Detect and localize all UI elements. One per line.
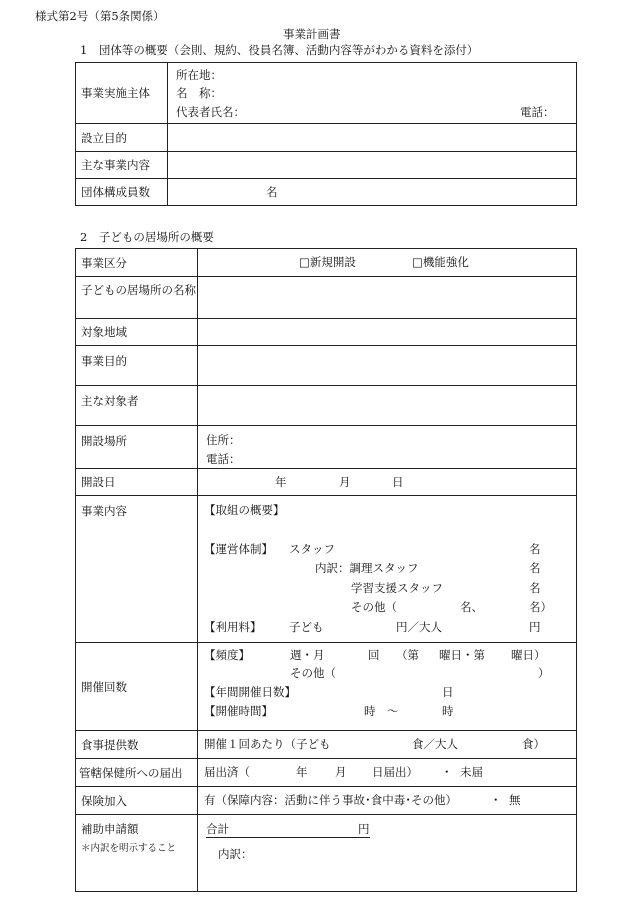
- annual-unit: 日: [442, 685, 454, 699]
- insurance-dot: ・: [490, 793, 502, 807]
- category-cell: [198, 249, 577, 277]
- health-day: 日届出）: [372, 765, 418, 779]
- form-number: 様式第2号（第5条関係）: [35, 9, 165, 23]
- frequency-label: 開催回数: [76, 643, 198, 731]
- meal-label: 食事提供数: [76, 731, 198, 759]
- insurance-cell[interactable]: [198, 787, 577, 815]
- location-cell[interactable]: [198, 426, 577, 469]
- purpose-field[interactable]: [168, 124, 577, 152]
- study-staff-label: 学習支援スタッフ: [351, 581, 443, 595]
- freq-dow: 曜日・第: [439, 648, 485, 662]
- members-field[interactable]: [168, 179, 577, 206]
- other-unit-close: 名）: [529, 600, 552, 614]
- location-address-label: 住所：: [206, 433, 241, 447]
- strengthen-checkbox[interactable]: □機能強化: [412, 255, 469, 269]
- staff-unit: 名: [529, 542, 541, 556]
- freq-other-close: ）: [538, 666, 550, 680]
- health-month: 月: [335, 765, 347, 779]
- location-label: 開設場所: [76, 426, 198, 469]
- day-unit: 日: [392, 475, 404, 489]
- subsidy-total-label: 合計: [206, 822, 229, 836]
- entity-label: 事業実施主体: [76, 63, 168, 124]
- health-dot: ・: [441, 765, 453, 779]
- meal-text: 開催１回あたり（子ども: [204, 737, 331, 751]
- phone-label: 電話：: [520, 105, 555, 119]
- area-label: 対象地域: [76, 319, 198, 346]
- health-label: 管轄保健所への届出: [76, 759, 198, 787]
- category-label: 事業区分: [76, 249, 198, 277]
- overview-label: 【取組の概要】: [204, 503, 285, 517]
- meal-adult: 食／大人: [412, 737, 458, 751]
- other-staff-label: その他（: [351, 600, 397, 614]
- fee-label: 【利用料】: [204, 620, 262, 634]
- health-year: 年: [296, 765, 308, 779]
- goal-label: 事業目的: [76, 346, 198, 386]
- subsidy-note: ＊内訳を明示すること: [81, 843, 177, 854]
- subsidy-breakdown: 内訳：: [218, 847, 253, 861]
- entity-cell[interactable]: [168, 63, 577, 124]
- purpose-label: 設立目的: [76, 124, 168, 152]
- meal-cell[interactable]: [198, 731, 577, 759]
- staffing-label: 【運営体制】: [204, 542, 273, 556]
- freq-nth: （第: [396, 648, 419, 662]
- hours-to: 時: [442, 704, 454, 718]
- health-done: 届出済（: [204, 765, 250, 779]
- annual-label: 【年間開催日数】: [204, 685, 296, 699]
- content-label: 事業内容: [76, 496, 198, 643]
- section1-heading: 1 団体等の概要（会則、規約、役員名簿、活動内容等がわかる資料を添付）: [80, 43, 479, 57]
- members-label: 団体構成員数: [76, 179, 168, 206]
- organization-table: [75, 62, 577, 206]
- subsidy-cell[interactable]: [198, 815, 577, 892]
- place-name-label: 子どもの居場所の名称: [76, 277, 198, 319]
- frequency-cell[interactable]: [198, 643, 577, 731]
- year-unit: 年: [275, 475, 287, 489]
- business-field[interactable]: [168, 152, 577, 179]
- address-label: 所在地：: [176, 68, 222, 82]
- freq-week-month: 週・月: [290, 648, 325, 662]
- location-phone-label: 電話：: [206, 452, 241, 466]
- open-date-label: 開設日: [76, 469, 198, 496]
- content-cell[interactable]: [198, 496, 577, 643]
- goal-field[interactable]: [198, 346, 577, 386]
- members-unit: 名: [266, 185, 278, 199]
- hours-label: 【開催時間】: [204, 704, 273, 718]
- insurance-label: 保険加入: [76, 787, 198, 815]
- insurance-none: 無: [509, 793, 521, 807]
- hours-from: 時 ～: [364, 704, 399, 718]
- subsidy-total-line: [206, 824, 370, 838]
- month-unit: 月: [339, 475, 351, 489]
- insurance-text: 有（保障内容：活動に伴う事故･食中毒･その他）: [204, 793, 457, 807]
- subsidy-label: 補助申請額: [81, 822, 139, 836]
- other-unit: 名、: [460, 600, 483, 614]
- meal-close: 食）: [522, 737, 545, 751]
- health-cell[interactable]: [198, 759, 577, 787]
- target-field[interactable]: [198, 386, 577, 426]
- staff-label: スタッフ: [289, 542, 335, 556]
- section2-heading: 2 子どもの居場所の概要: [80, 230, 214, 244]
- freq-label: 【頻度】: [204, 648, 250, 662]
- document-title: 事業計画書: [283, 27, 341, 41]
- business-label: 主な事業内容: [76, 152, 168, 179]
- subsidy-label-cell: [76, 815, 198, 892]
- breakdown-cook-label: 内訳：調理スタッフ: [315, 561, 419, 575]
- fee-yen-unit: 円: [529, 620, 541, 634]
- cook-unit: 名: [529, 561, 541, 575]
- target-label: 主な対象者: [76, 386, 198, 426]
- freq-times: 回: [368, 648, 380, 662]
- subsidy-yen: 円: [358, 822, 370, 836]
- place-table: [75, 248, 577, 892]
- area-field[interactable]: [198, 319, 577, 346]
- fee-adult-label: 円／大人: [396, 620, 442, 634]
- freq-dow-close: 曜日）: [511, 648, 546, 662]
- freq-other: その他（: [290, 666, 336, 680]
- fee-child-label: 子ども: [289, 620, 324, 634]
- new-opening-checkbox[interactable]: □新規開設: [299, 255, 356, 269]
- open-date-field[interactable]: [198, 469, 577, 496]
- representative-label: 代表者氏名：: [176, 105, 245, 119]
- health-not: 未届: [460, 765, 483, 779]
- place-name-field[interactable]: [198, 277, 577, 319]
- name-label: 名 称：: [176, 86, 222, 100]
- study-unit: 名: [529, 581, 541, 595]
